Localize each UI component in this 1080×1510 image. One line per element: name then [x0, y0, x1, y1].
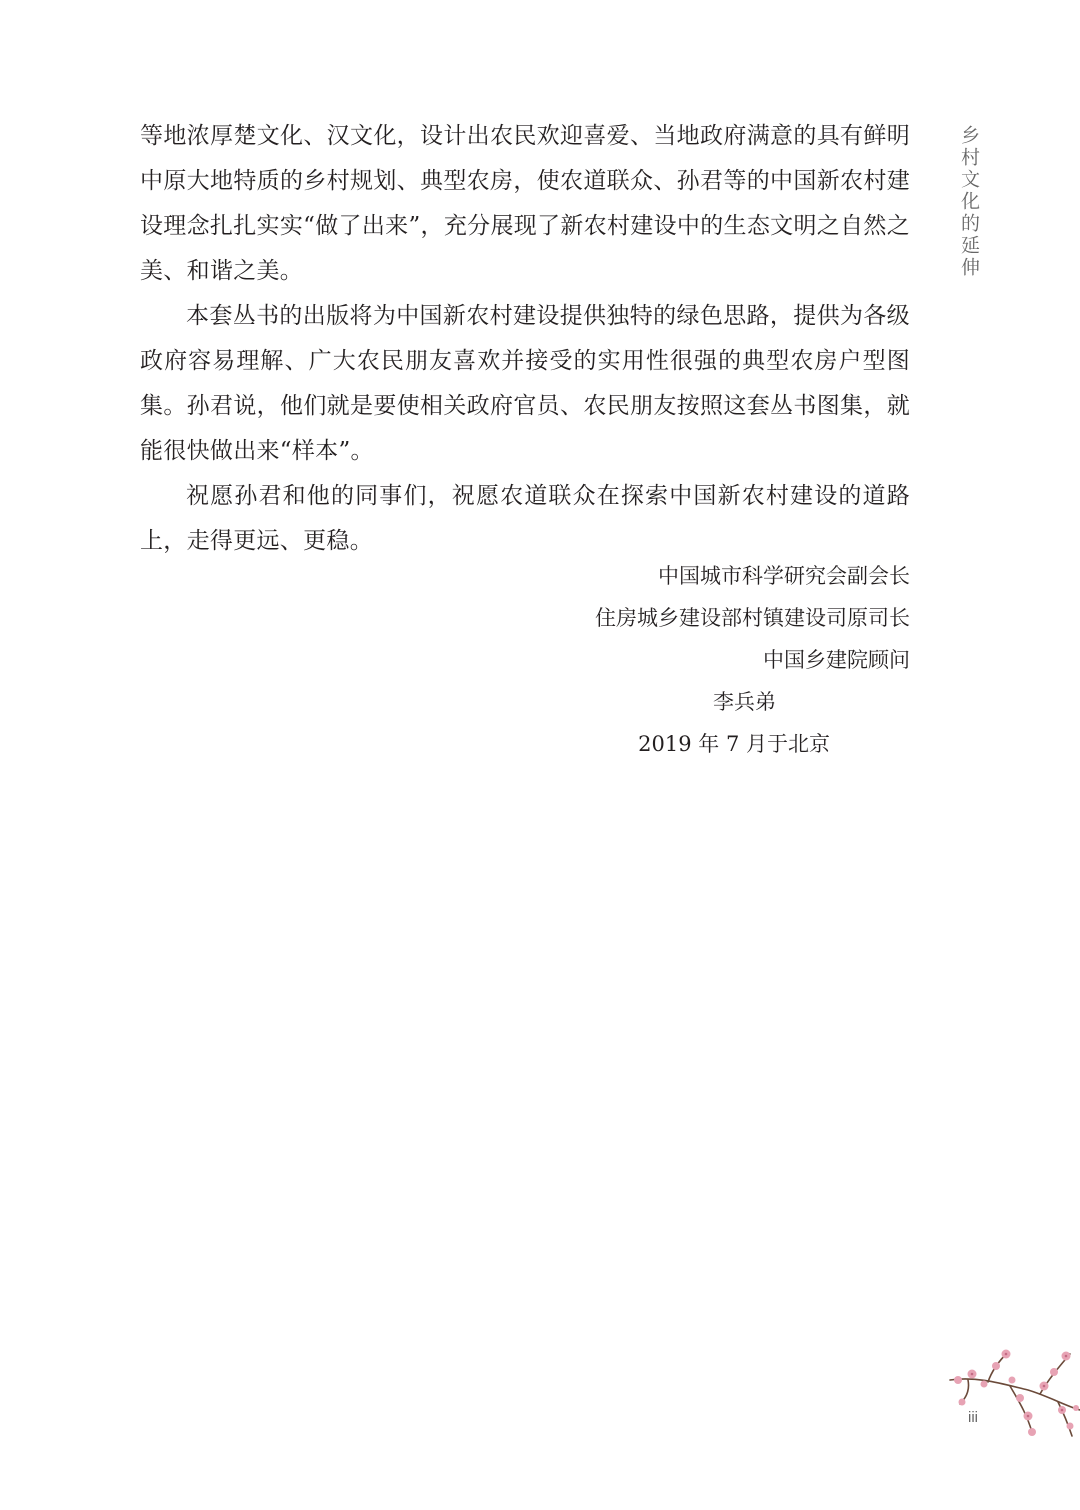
signature-name: 李兵弟 [713, 690, 776, 714]
signature-date: 2019 年 7 月于北京 [638, 732, 830, 756]
signature-title-3: 中国乡建院顾问 [763, 648, 910, 672]
paragraph-1: 等地浓厚楚文化、汉文化，设计出农民欢迎喜爱、当地政府满意的具有鲜明中原大地特质的乡村规划、典型农房，使农道联众、孙君等的中国新农村建设理念扎扎实实“做了出来”，充分展现了新农村建设中的生态文明之自然之美、和谐之美。 [140, 123, 910, 284]
paragraph-3: 祝愿孙君和他的同事们，祝愿农道联众在探索中国新农村建设的道路上，走得更远、更稳。 [140, 483, 910, 554]
signature-title-2: 住房城乡建设部村镇建设司原司长 [595, 606, 910, 630]
paragraph-2: 本套丛书的出版将为中国新农村建设提供独特的绿色思路，提供为各级政府容易理解、广大农民朋友喜欢并接受的实用性很强的典型农房户型图集。孙君说，他们就是要使相关政府官员、农民朋友按照这套丛书图集，就能很快做出来“样本”。 [140, 303, 910, 464]
page-number: iii [968, 1409, 978, 1426]
signature-block [140, 555, 910, 765]
body-text [140, 114, 910, 564]
running-head: 乡村文化的延伸 [958, 125, 980, 279]
signature-title-1: 中国城市科学研究会副会长 [658, 564, 910, 588]
